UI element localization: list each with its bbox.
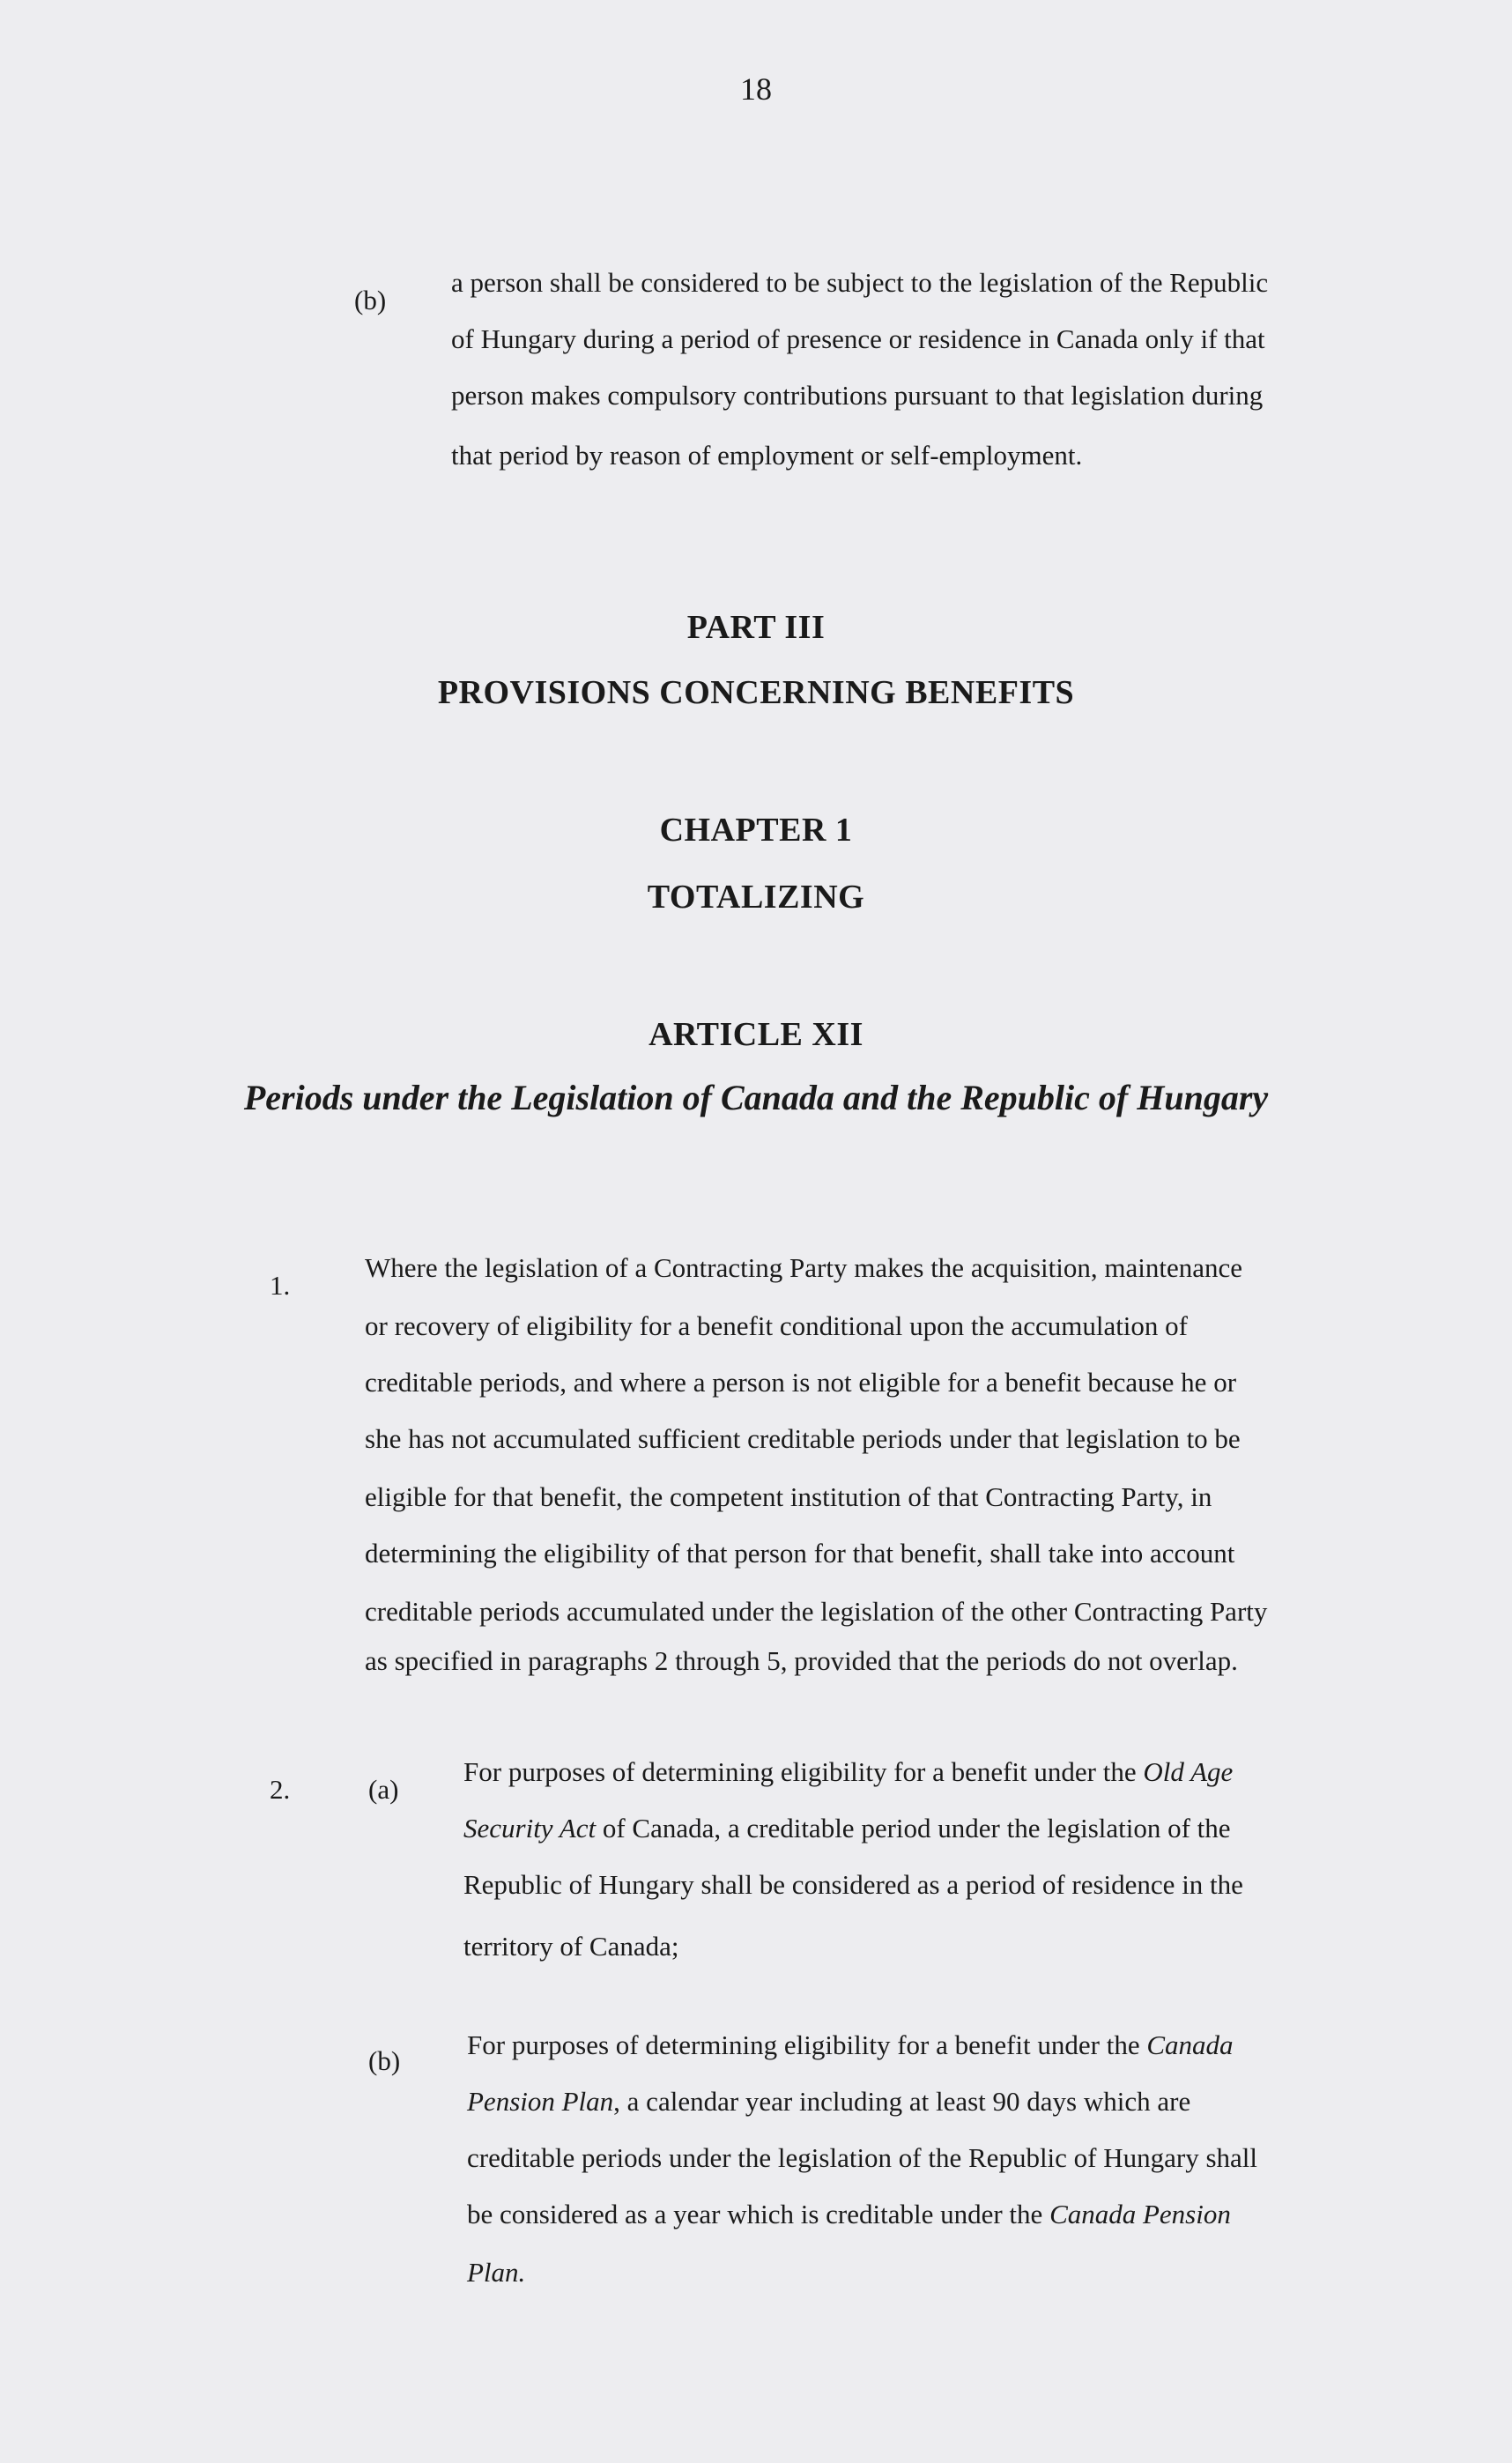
article-heading: ARTICLE XII: [649, 1016, 863, 1053]
para2-number: 2.: [270, 1774, 291, 1805]
para2b-line: For purposes of determining eligibility for a benefit under the Canada: [467, 2029, 1234, 2060]
para2b-marker: (b): [368, 2045, 401, 2076]
para1-line: Where the legislation of a Contracting Party makes the acquisition, maintenance: [365, 1252, 1242, 1283]
chapter-title: TOTALIZING: [647, 879, 865, 916]
bleed-through-texture: [687, 225, 697, 270]
para1-line: creditable periods accumulated under the legislation of the other Contracting Party: [365, 1596, 1268, 1627]
para2a-marker: (a): [368, 1774, 399, 1805]
para1-line: she has not accumulated sufficient creditable periods under that legislation to be: [365, 1423, 1241, 1454]
article-title: Periods under the Legislation of Canada and the Republic of Hungary: [243, 1078, 1269, 1117]
para1-line: as specified in paragraphs 2 through 5, provided that the periods do not overlap.: [365, 1645, 1238, 1676]
part-title: PROVISIONS CONCERNING BENEFITS: [437, 674, 1075, 711]
para1-number: 1.: [270, 1270, 291, 1301]
para1-line: determining the eligibility of that person for that benefit, shall take into account: [365, 1538, 1235, 1569]
para2b-line: Pension Plan, a calendar year including at least 90 days which are: [467, 2086, 1191, 2117]
para2a-line: territory of Canada;: [463, 1931, 679, 1962]
item-b-line: a person shall be considered to be subject to the legislation of the Republic: [451, 267, 1269, 298]
para1-line: eligible for that benefit, the competent institution of that Contracting Party, in: [365, 1481, 1212, 1512]
part-heading: PART III: [686, 609, 826, 646]
para2b-line: creditable periods under the legislation of the Republic of Hungary shall: [467, 2142, 1258, 2173]
para2a-line: Republic of Hungary shall be considered as a period of residence in the: [463, 1869, 1243, 1900]
item-b-marker: (b): [354, 285, 387, 315]
para2b-line: be considered as a year which is creditable under the Canada Pension: [467, 2199, 1231, 2229]
item-b-line: person makes compulsory contributions pursuant to that legislation during: [451, 380, 1264, 411]
para1-line: or recovery of eligibility for a benefit conditional upon the accumulation of: [365, 1310, 1188, 1341]
para2b-line: Plan.: [467, 2257, 526, 2288]
item-b-line: that period by reason of employment or self-employment.: [451, 440, 1083, 471]
item-b-line: of Hungary during a period of presence or residence in Canada only if that: [451, 323, 1265, 354]
para2a-line: Security Act of Canada, a creditable period under the legislation of the: [463, 1813, 1231, 1844]
chapter-heading: CHAPTER 1: [659, 812, 853, 849]
para1-line: creditable periods, and where a person is not eligible for a benefit because he or: [365, 1367, 1237, 1398]
page-number: 18: [740, 71, 772, 107]
para2a-line: For purposes of determining eligibility for a benefit under the Old Age: [463, 1756, 1234, 1787]
